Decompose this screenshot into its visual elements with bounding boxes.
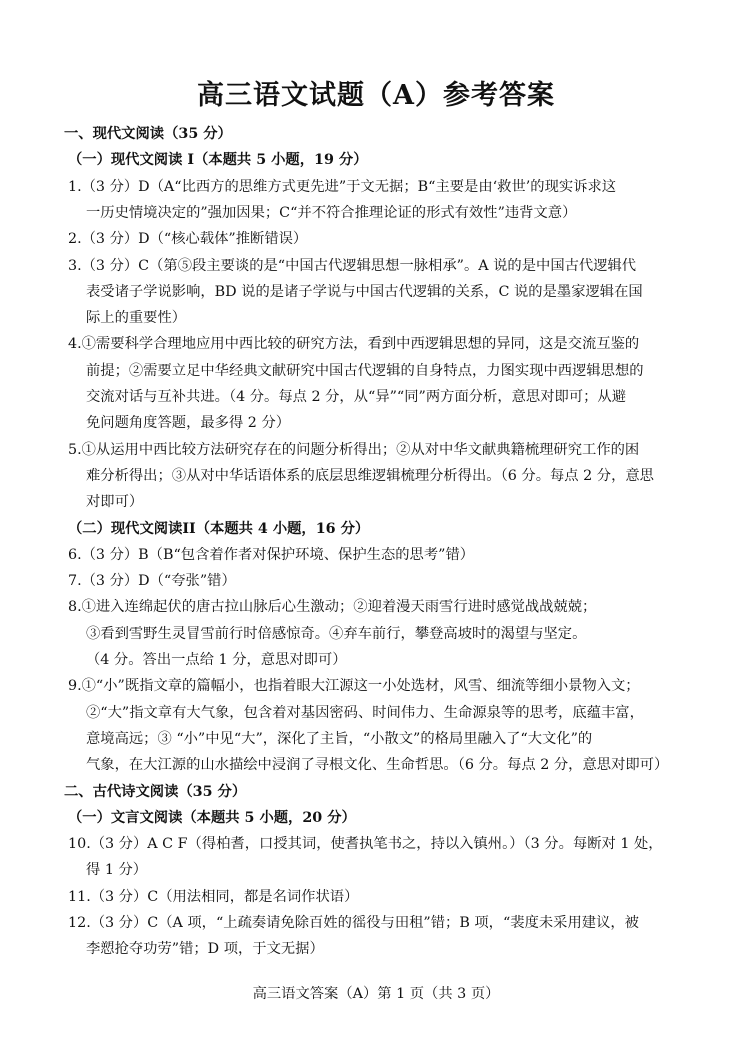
- answer-continuation: 得 1 分）: [86, 862, 148, 879]
- answer-continuation: 交流对话与互补共进。（4 分。每点 2 分，从“异”“同”两方面分析，意思对即可；从避: [86, 389, 627, 405]
- answer-item: 11.（3 分）C（用法相同，都是名词作状语）: [68, 888, 359, 905]
- answer-continuation: （4 分。答出一点给 1 分，意思对即可）: [86, 652, 347, 668]
- answer-continuation: 前提；②需要立足中华经典文献研究中国古代逻辑的自身特点，力图实现中西逻辑思想的: [86, 362, 644, 379]
- section-heading: 一、现代文阅读（35 分）: [64, 126, 232, 142]
- answer-continuation: 一历史情境决定的”强加因果；C“并不符合推理论证的形式有效性”违背文意）: [86, 204, 577, 221]
- answer-item: 10.（3 分）A C F（得柏耆，口授其词，使耆执笔书之，持以入镇州。）（3 分。每断对 1 处，: [68, 836, 663, 853]
- answer-item: 9.①“小”既指文章的篇幅小，也指着眼大江源这一小处选材，风雪、细流等细小景物入文；: [68, 678, 640, 695]
- subsection-heading: （二）现代文阅读II（本题共 4 小题，16 分）: [68, 520, 370, 537]
- page-title: 高三语文试题（A）参考答案: [197, 80, 555, 111]
- answer-continuation: 对即可）: [86, 494, 144, 511]
- answer-continuation: 难分析得出；③从对中华话语体系的底层思维逻辑梳理分析得出。（6 分。每点 2 分，意思: [86, 467, 654, 484]
- answer-item: 4.①需要科学合理地应用中西比较的研究方法，看到中西逻辑思想的异同，这是交流互鉴的: [68, 336, 640, 353]
- answer-item: 2.（3 分）D（“核心载体”推断错误）: [68, 231, 308, 248]
- answer-continuation: 意境高远；③ “小”中见“大”，深化了主旨，“小散文”的格局里融入了“大文化”的: [86, 730, 593, 747]
- subsection-heading: （一）现代文阅读 I（本题共 5 小题，19 分）: [68, 152, 368, 169]
- answer-continuation: 气象，在大江源的山水描绘中浸润了寻根文化、生命哲思。（6 分。每点 2 分，意思对即可）: [86, 757, 669, 774]
- answer-item: 7.（3 分）D（“夸张”错）: [68, 573, 236, 590]
- answer-item: 3.（3 分）C（第⑤段主要谈的是“中国古代逻辑思想一脉相承”。A 说的是中国古代逻辑代: [68, 257, 637, 274]
- subsection-heading: （一）文言文阅读（本题共 5 小题，20 分）: [68, 809, 356, 826]
- answer-item: 6.（3 分）B（B“包含着作者对保护环境、保护生态的思考”错）: [68, 546, 475, 563]
- answer-continuation: 李愬抢夺功劳”错；D 项，于文无据）: [86, 941, 324, 958]
- answer-continuation: 际上的重要性）: [86, 310, 187, 327]
- answer-continuation: 免问题角度答题，最多得 2 分）: [86, 415, 291, 432]
- answer-continuation: 表受诸子学说影响，BD 说的是诸子学说与中国古代逻辑的关系，C 说的是墨家逻辑在国: [86, 283, 643, 300]
- page-footer: 高三语文答案（A）第 1 页（共 3 页）: [252, 986, 500, 1002]
- answer-continuation: ③看到雪野生灵冒雪前行时倍感惊奇。④弃车前行，攀登高坡时的渴望与坚定。: [86, 625, 587, 642]
- section-heading: 二、古代诗文阅读（35 分）: [64, 783, 247, 800]
- answer-item: 5.①从运用中西比较方法研究存在的问题分析得出；②从对中华文献典籍梳理研究工作的困: [68, 441, 640, 458]
- answer-item: 12.（3 分）C（A 项，“上疏奏请免除百姓的徭役与田租”错；B 项，“裴度未采用建议，被: [68, 915, 639, 931]
- answer-item: 8.①进入连绵起伏的唐古拉山脉后心生激动；②迎着漫天雨雪行进时感觉战战兢兢；: [68, 599, 597, 616]
- answer-continuation: ②“大”指文章有大气象，包含着对基因密码、时间伟力、生命源泉等的思考，底蕴丰富，: [86, 704, 644, 721]
- answer-item: 1.（3 分）D（A“比西方的思维方式更先进”于文无据；B“主要是由‘救世’的现实诉求这: [68, 178, 617, 195]
